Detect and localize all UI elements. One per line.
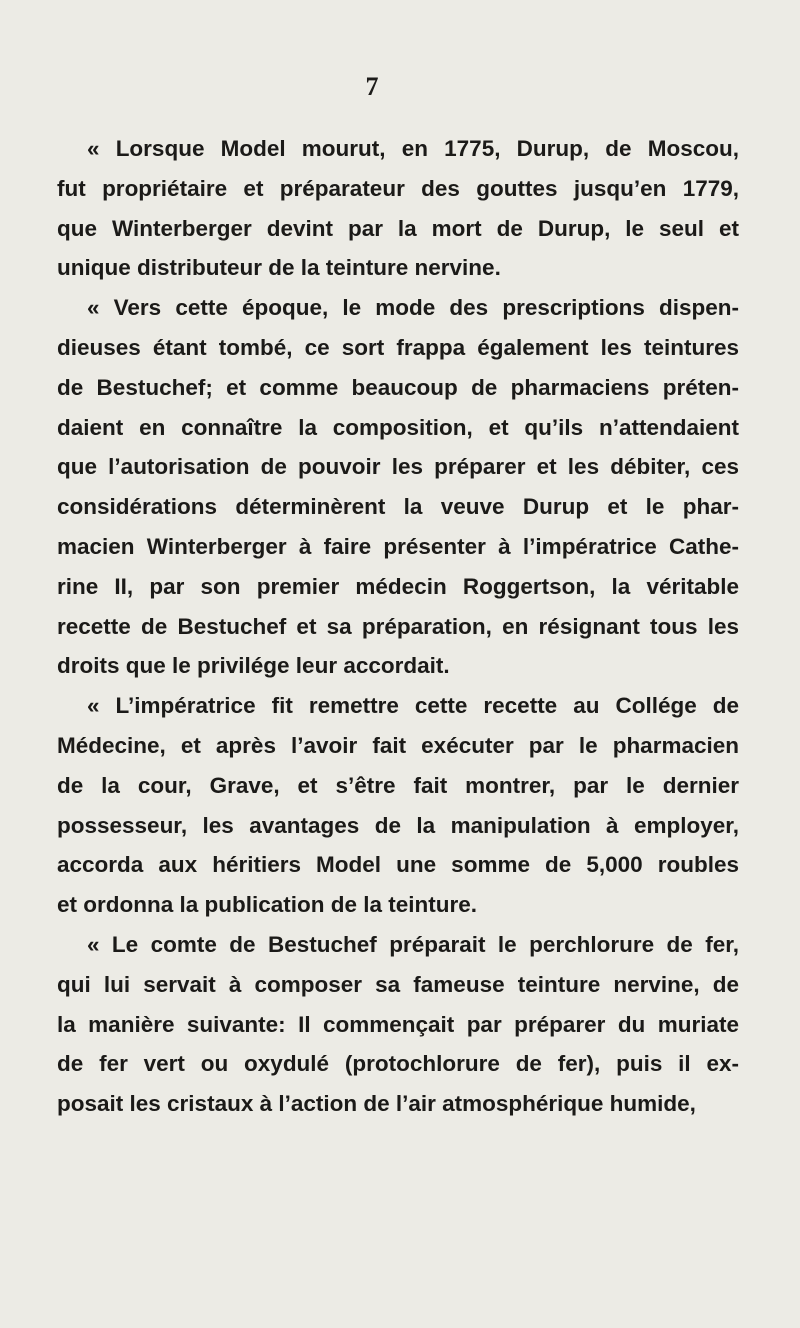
text-line: que l’autorisation de pouvoir les préparer et les débiter, ces xyxy=(57,454,739,480)
text-line: posait les cristaux à l’action de l’air atmosphérique humide, xyxy=(57,1091,696,1117)
paragraph xyxy=(57,129,739,288)
text-line: « Lorsque Model mourut, en 1775, Durup, de Moscou, xyxy=(87,136,739,161)
text-line: considérations déterminèrent la veuve Durup et le phar- xyxy=(57,494,739,520)
paragraph xyxy=(57,686,739,925)
text-line: la manière suivante: Il commençait par préparer du muriate xyxy=(57,1011,739,1037)
text-line: « Vers cette époque, le mode des prescriptions dispen- xyxy=(87,295,739,321)
text-line: que Winterberger devint par la mort de Durup, le seul et xyxy=(57,215,739,241)
text-line: dieuses étant tombé, ce sort frappa également les teintures xyxy=(57,334,739,360)
text-line: recette de Bestuchef et sa préparation, en résignant tous les xyxy=(57,613,739,639)
paragraph xyxy=(57,925,739,1124)
text-line: et ordonna la publication de la teinture. xyxy=(57,892,478,918)
paragraph xyxy=(57,288,739,686)
text-line: qui lui servait à composer sa fameuse teinture nervine, de xyxy=(57,971,739,997)
text-line: de la cour, Grave, et s’être fait montrer, par le dernier xyxy=(57,772,739,798)
text-line: possesseur, les avantages de la manipulation à employer, xyxy=(57,812,739,838)
text-line: « Le comte de Bestuchef préparait le perchlorure de fer, xyxy=(87,931,739,957)
text-line: de Bestuchef; et comme beaucoup de pharmaciens préten- xyxy=(57,374,739,400)
text-line: droits que le privilége leur accordait. xyxy=(57,653,450,679)
page-number: 7 xyxy=(365,72,379,101)
text-line: Médecine, et après l’avoir fait exécuter par le pharmacien xyxy=(57,732,739,758)
text-line: rine II, par son premier médecin Roggertson, la véritable xyxy=(57,573,739,599)
body-text xyxy=(57,129,739,1124)
text-line: fut propriétaire et préparateur des gouttes jusqu’en 1779, xyxy=(57,175,739,201)
text-line: de fer vert ou oxydulé (protochlorure de fer), puis il ex- xyxy=(57,1051,739,1077)
text-line: daient en connaître la composition, et qu’ils n’attendaient xyxy=(57,414,739,440)
text-line: macien Winterberger à faire présenter à l’impératrice Cathe- xyxy=(57,533,739,559)
text-line: unique distributeur de la teinture nervine. xyxy=(57,255,501,281)
text-line: « L’impératrice fit remettre cette recette au Collége de xyxy=(87,693,739,719)
text-line: accorda aux héritiers Model une somme de 5,000 roubles xyxy=(57,852,739,878)
